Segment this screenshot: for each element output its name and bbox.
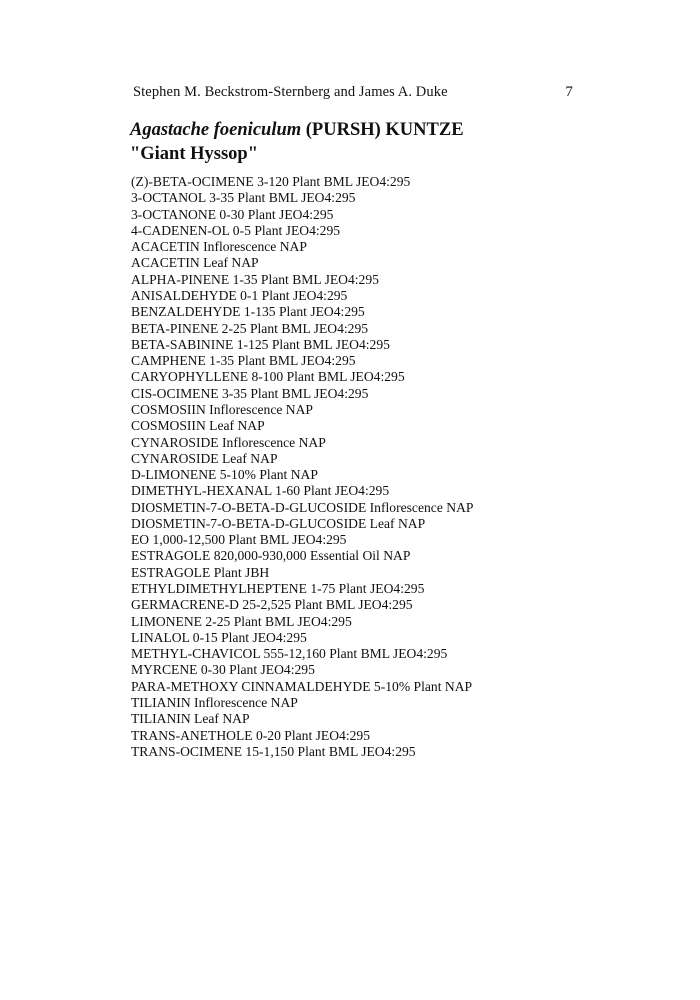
chemical-entry: 3-OCTANOL 3-35 Plant BML JEO4:295: [131, 190, 356, 206]
chemical-entry: CAMPHENE 1-35 Plant BML JEO4:295: [131, 353, 356, 369]
chemical-entry: TILIANIN Leaf NAP: [131, 711, 250, 727]
chemical-entry: DIOSMETIN-7-O-BETA-D-GLUCOSIDE Inflorescence NAP: [131, 499, 474, 515]
chemical-entry: BETA-SABININE 1-125 Plant BML JEO4:295: [131, 336, 390, 352]
chemical-entry: 4-CADENEN-OL 0-5 Plant JEO4:295: [131, 222, 341, 238]
chemical-entry: ANISALDEHYDE 0-1 Plant JEO4:295: [131, 287, 348, 303]
chemical-entry: 3-OCTANONE 0-30 Plant JEO4:295: [131, 206, 334, 222]
species-title: [130, 118, 464, 166]
chemical-entry: COSMOSIIN Inflorescence NAP: [131, 401, 313, 417]
chemical-entry: ALPHA-PINENE 1-35 Plant BML JEO4:295: [131, 271, 379, 287]
chemical-entry: ETHYLDIMETHYLHEPTENE 1-75 Plant JEO4:295: [131, 581, 425, 597]
chemical-entry: CYNAROSIDE Inflorescence NAP: [131, 434, 326, 450]
chemical-entry: ESTRAGOLE 820,000-930,000 Essential Oil NAP: [131, 548, 411, 564]
chemical-entry: CARYOPHYLLENE 8-100 Plant BML JEO4:295: [131, 369, 405, 385]
chemical-entry: LIMONENE 2-25 Plant BML JEO4:295: [131, 613, 352, 629]
chemical-list: [131, 174, 473, 760]
chemical-entry: TRANS-ANETHOLE 0-20 Plant JEO4:295: [131, 727, 371, 743]
chemical-entry: BETA-PINENE 2-25 Plant BML JEO4:295: [131, 320, 369, 336]
chemical-entry: D-LIMONENE 5-10% Plant NAP: [131, 467, 318, 483]
chemical-entry: COSMOSIIN Leaf NAP: [131, 418, 265, 434]
chemical-entry: EO 1,000-12,500 Plant BML JEO4:295: [131, 532, 347, 548]
chemical-entry: ACACETIN Inflorescence NAP: [131, 239, 307, 255]
chemical-entry: LINALOL 0-15 Plant JEO4:295: [131, 629, 307, 645]
page-number: 7: [565, 84, 573, 100]
chemical-entry: TILIANIN Inflorescence NAP: [131, 695, 298, 710]
chemical-entry: METHYL-CHAVICOL 555-12,160 Plant BML JEO4:295: [131, 646, 448, 662]
chemical-entry: GERMACRENE-D 25-2,525 Plant BML JEO4:295: [131, 597, 413, 613]
species-authority: (PURSH) KUNTZE: [305, 120, 464, 140]
chemical-entry: BENZALDEHYDE 1-135 Plant JEO4:295: [131, 304, 365, 320]
author-line: Stephen M. Beckstrom-Sternberg and James A. Duke: [133, 84, 448, 100]
common-name: "Giant Hyssop": [130, 144, 258, 164]
chemical-entry: (Z)-BETA-OCIMENE 3-120 Plant BML JEO4:295: [131, 174, 411, 189]
species-name: Agastache foeniculum: [130, 120, 302, 140]
chemical-entry: MYRCENE 0-30 Plant JEO4:295: [131, 662, 315, 678]
chemical-entry: ESTRAGOLE Plant JBH: [131, 564, 270, 580]
chemical-entry: TRANS-OCIMENE 15-1,150 Plant BML JEO4:295: [131, 743, 416, 759]
chemical-entry: DIOSMETIN-7-O-BETA-D-GLUCOSIDE Leaf NAP: [131, 515, 426, 531]
chemical-entry: DIMETHYL-HEXANAL 1-60 Plant JEO4:295: [131, 483, 390, 499]
running-header: [133, 84, 573, 101]
chemical-entry: CIS-OCIMENE 3-35 Plant BML JEO4:295: [131, 385, 369, 401]
chemical-entry: PARA-METHOXY CINNAMALDEHYDE 5-10% Plant NAP: [131, 678, 473, 694]
chemical-entry: CYNAROSIDE Leaf NAP: [131, 450, 278, 466]
chemical-entry: ACACETIN Leaf NAP: [131, 255, 259, 271]
